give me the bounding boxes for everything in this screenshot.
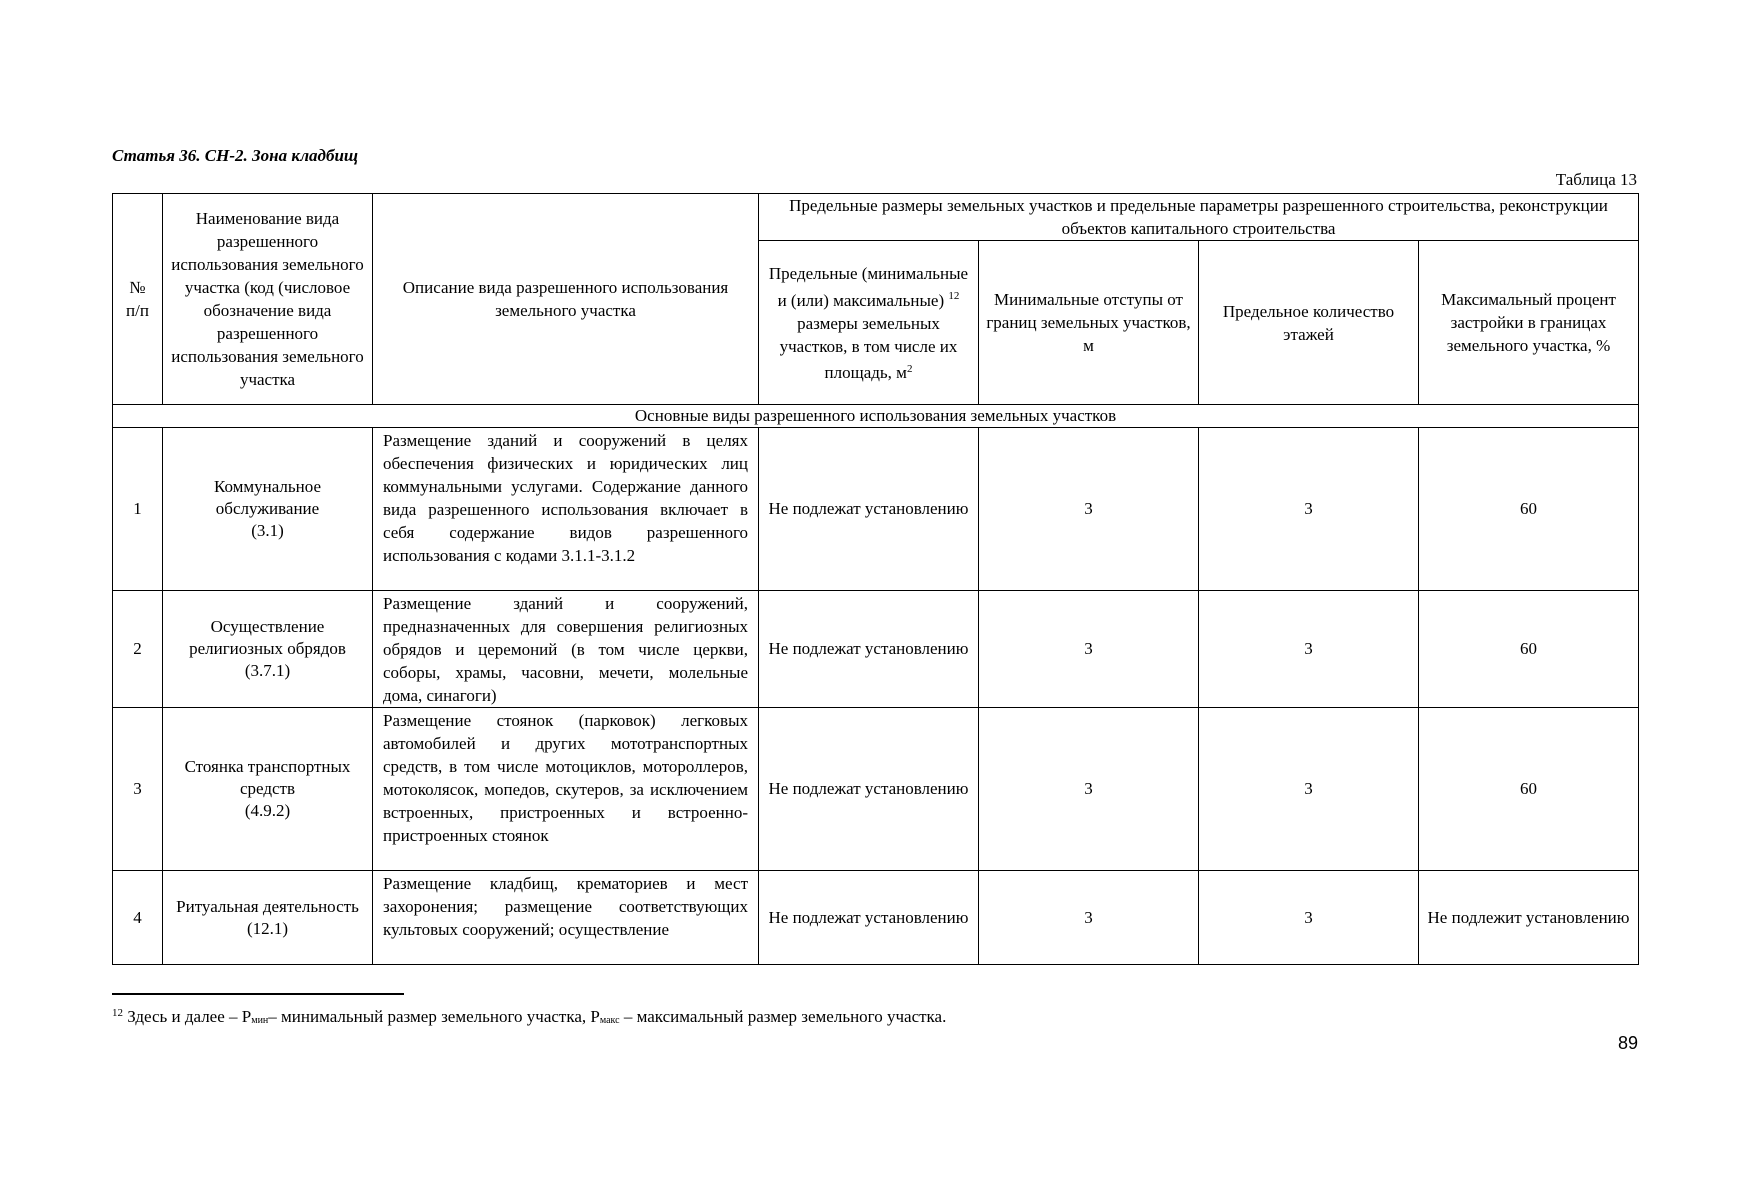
header-num: № п/п	[113, 194, 163, 405]
row-size: Не подлежат установлению	[759, 871, 979, 965]
row-size: Не подлежат установлению	[759, 708, 979, 871]
header-coverage: Максимальный процент застройки в границах земельного участка, %	[1419, 241, 1639, 405]
row-code: (3.1)	[251, 521, 284, 540]
table-label: Таблица 13	[1555, 170, 1637, 189]
row-name: Коммунальное обслуживание (3.1)	[163, 428, 373, 591]
row-name: Ритуальная деятельность (12.1)	[163, 871, 373, 965]
row-name: Осуществление религиозных обрядов (3.7.1)	[163, 591, 373, 708]
footnote-marker: 12	[112, 1007, 123, 1019]
header-name: Наименование вида разрешенного использования земельного участка (код (числовое обозначение вида разрешенного использования земельного участка	[163, 194, 373, 405]
header-floors: Предельное количество этажей	[1199, 241, 1419, 405]
header-group: Предельные размеры земельных участков и предельные параметры разрешенного строительства, реконструкции объектов капитального строительства	[759, 194, 1639, 241]
row-num: 2	[113, 591, 163, 708]
header-size: Предельные (минимальные и (или) максимальные) $^{12}$ размеры земельных участков, в том числе их площадь, $м^2$	[759, 241, 979, 405]
row-description: Размещение зданий и сооружений в целях обеспечения физических и юридических лиц коммунальными услугами. Содержание данного вида разрешенного использования включает в себя содержание видов разрешенного использования с кодами 3.1.1-3.1.2	[373, 428, 759, 591]
row-coverage: Не подлежит установлению	[1419, 871, 1639, 965]
row-floors: 3	[1199, 708, 1419, 871]
footnote-ref-12: 12	[948, 289, 960, 302]
row-size: Не подлежат установлению	[759, 591, 979, 708]
header-setback: Минимальные отступы от границ земельных участков, м	[979, 241, 1199, 405]
page-number: 89	[1617, 1033, 1638, 1053]
row-code: (12.1)	[246, 918, 289, 938]
table-row	[113, 428, 1639, 591]
row-setback: 3	[979, 708, 1199, 871]
row-coverage: 60	[1419, 591, 1639, 708]
row-coverage: 60	[1419, 428, 1639, 591]
footnote-divider	[112, 993, 404, 995]
table-row	[113, 871, 1639, 965]
row-size: Не подлежат установлению	[759, 428, 979, 591]
article-title: Статья 36. СН-2. Зона кладбищ	[112, 146, 359, 165]
row-coverage: 60	[1419, 708, 1639, 871]
row-name: Стоянка транспортных средств (4.9.2)	[163, 708, 373, 871]
row-num: 3	[113, 708, 163, 871]
row-description: Размещение кладбищ, крематориев и мест захоронения; размещение соответствующих культовых сооружений; осуществление	[373, 871, 759, 965]
row-setback: 3	[979, 591, 1199, 708]
zoning-table	[112, 193, 1639, 965]
table-row	[113, 708, 1639, 871]
row-code: (3.7.1)	[244, 661, 291, 680]
row-description: Размещение стоянок (парковок) легковых автомобилей и других мототранспортных средств, в том числе мотоциклов, мотороллеров, мотоколясок, мопедов, скутеров, за исключением встроенных, пристроенных и встроенно-пристроенных стоянок	[373, 708, 759, 871]
row-setback: 3	[979, 428, 1199, 591]
row-floors: 3	[1199, 871, 1419, 965]
row-setback: 3	[979, 871, 1199, 965]
header-description: Описание вида разрешенного использования земельного участка	[373, 194, 759, 405]
section-row	[113, 405, 1639, 428]
table-row	[113, 591, 1639, 708]
row-floors: 3	[1199, 591, 1419, 708]
section-title: Основные виды разрешенного использования земельных участков	[113, 405, 1639, 428]
row-code: (4.9.2)	[244, 801, 291, 820]
header-row-1	[113, 194, 1639, 241]
footnote: $^{12}$ Здесь и далее – $Р_{мин}-$ минимальный размер земельного участка, $Р_{макс}$ – максимальный размер земельного участка.	[112, 1007, 947, 1026]
row-description: Размещение зданий и сооружений, предназначенных для совершения религиозных обрядов и церемоний (в том числе церкви, соборы, храмы, часовни, мечети, молельные дома, синагоги)	[373, 591, 759, 708]
row-num: 1	[113, 428, 163, 591]
row-floors: 3	[1199, 428, 1419, 591]
row-num: 4	[113, 871, 163, 965]
